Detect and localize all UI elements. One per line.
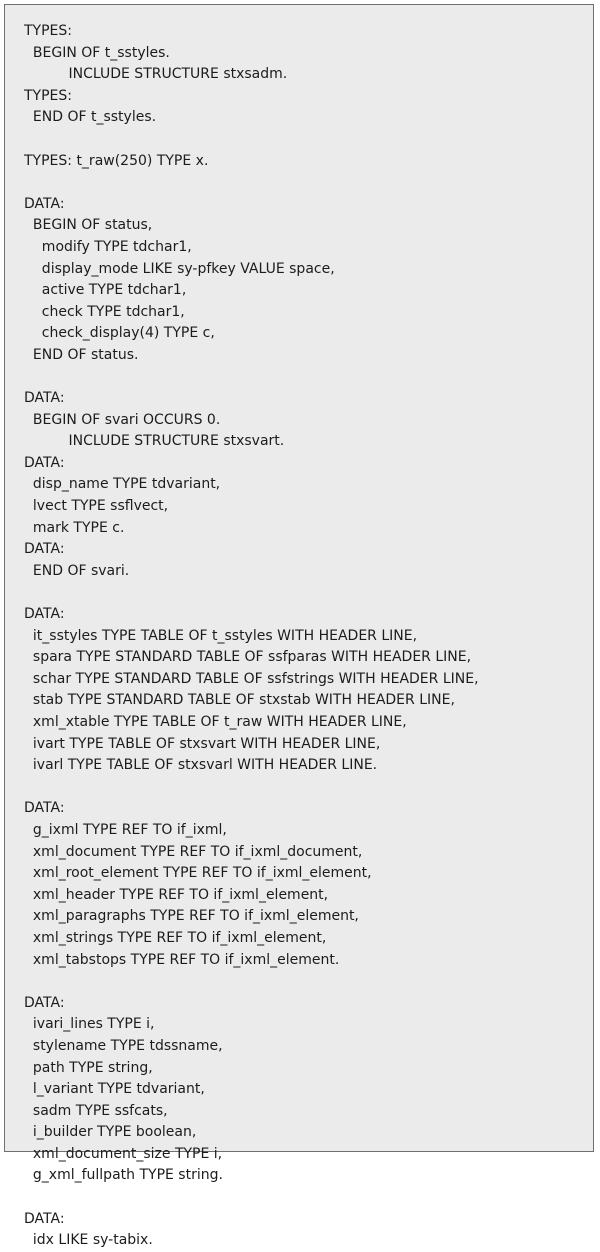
code-line: TYPES: bbox=[24, 87, 72, 104]
code-line bbox=[24, 971, 593, 993]
code-line: ivart TYPE TABLE OF stxsvart WITH HEADER LINE, bbox=[24, 735, 381, 752]
code-line: BEGIN OF status, bbox=[24, 217, 153, 234]
code-line: END OF t_sstyles. bbox=[24, 109, 157, 126]
code-line: ivarl TYPE TABLE OF stxsvarl WITH HEADER LINE. bbox=[24, 757, 378, 774]
code-line: END OF svari. bbox=[24, 562, 130, 579]
code-line: sadm TYPE ssfcats, bbox=[24, 1102, 168, 1119]
code-line: xml_paragraphs TYPE REF TO if_ixml_element, bbox=[24, 908, 359, 925]
code-line: INCLUDE STRUCTURE stxsadm. bbox=[24, 66, 288, 83]
code-line bbox=[24, 1187, 593, 1209]
code-line: xml_tabstops TYPE REF TO if_ixml_element. bbox=[24, 951, 340, 968]
code-line bbox=[24, 582, 593, 604]
code-line: TYPES: bbox=[24, 23, 72, 39]
code-line: BEGIN OF svari OCCURS 0. bbox=[24, 411, 221, 428]
code-line: stylename TYPE tdssname, bbox=[24, 1037, 223, 1054]
code-line: modify TYPE tdchar1, bbox=[24, 238, 192, 255]
code-listing bbox=[4, 4, 594, 1249]
code-line bbox=[24, 367, 593, 389]
code-line: idx LIKE sy-tabix. bbox=[24, 1232, 153, 1249]
code-line: xml_header TYPE REF TO if_ixml_element, bbox=[24, 886, 329, 903]
code-line: DATA: bbox=[24, 454, 65, 471]
code-line: xml_document TYPE REF TO if_ixml_document, bbox=[24, 843, 363, 860]
code-line: g_ixml TYPE REF TO if_ixml, bbox=[24, 821, 227, 838]
code-line: DATA: bbox=[24, 800, 65, 817]
code-line bbox=[24, 777, 593, 799]
code-line bbox=[24, 172, 593, 194]
code-line: display_mode LIKE sy-pfkey VALUE space, bbox=[24, 260, 335, 277]
code-line: lvect TYPE ssflvect, bbox=[24, 498, 169, 515]
code-line: BEGIN OF t_sstyles. bbox=[24, 44, 170, 61]
code-line: mark TYPE c. bbox=[24, 519, 125, 536]
code-line: TYPES: t_raw(250) TYPE x. bbox=[24, 152, 209, 169]
code-line: xml_strings TYPE REF TO if_ixml_element, bbox=[24, 929, 327, 946]
code-line: DATA: bbox=[24, 606, 65, 623]
code-line: ivari_lines TYPE i, bbox=[24, 1016, 155, 1033]
code-line: xml_root_element TYPE REF TO if_ixml_element, bbox=[24, 865, 372, 882]
code-line: i_builder TYPE boolean, bbox=[24, 1124, 197, 1141]
code-line: DATA: bbox=[24, 994, 65, 1011]
code-line: path TYPE string, bbox=[24, 1059, 153, 1076]
code-line: xml_xtable TYPE TABLE OF t_raw WITH HEADER LINE, bbox=[24, 714, 407, 730]
code-line: active TYPE tdchar1, bbox=[24, 282, 187, 299]
code-line: DATA: bbox=[24, 195, 65, 212]
code-line: schar TYPE STANDARD TABLE OF ssfstrings WITH HEADER LINE, bbox=[24, 670, 479, 687]
code-line: END OF status. bbox=[24, 346, 139, 363]
code-line: disp_name TYPE tdvariant, bbox=[24, 476, 221, 493]
code-line: g_xml_fullpath TYPE string. bbox=[24, 1167, 223, 1184]
code-line: DATA: bbox=[24, 1210, 65, 1227]
code-line: spara TYPE STANDARD TABLE OF ssfparas WITH HEADER LINE, bbox=[24, 649, 472, 666]
code-line bbox=[24, 129, 593, 151]
code-line: INCLUDE STRUCTURE stxsvart. bbox=[24, 433, 285, 450]
code-line: check_display(4) TYPE c, bbox=[24, 325, 215, 342]
code-line: l_variant TYPE tdvariant, bbox=[24, 1081, 205, 1098]
code-line: xml_document_size TYPE i, bbox=[24, 1145, 223, 1162]
code-line: DATA: bbox=[24, 390, 65, 407]
code-line: it_sstyles TYPE TABLE OF t_sstyles WITH HEADER LINE, bbox=[24, 627, 418, 644]
code-line: DATA: bbox=[24, 541, 65, 558]
code-line: stab TYPE STANDARD TABLE OF stxstab WITH HEADER LINE, bbox=[24, 692, 455, 709]
code-line: check TYPE tdchar1, bbox=[24, 303, 185, 320]
